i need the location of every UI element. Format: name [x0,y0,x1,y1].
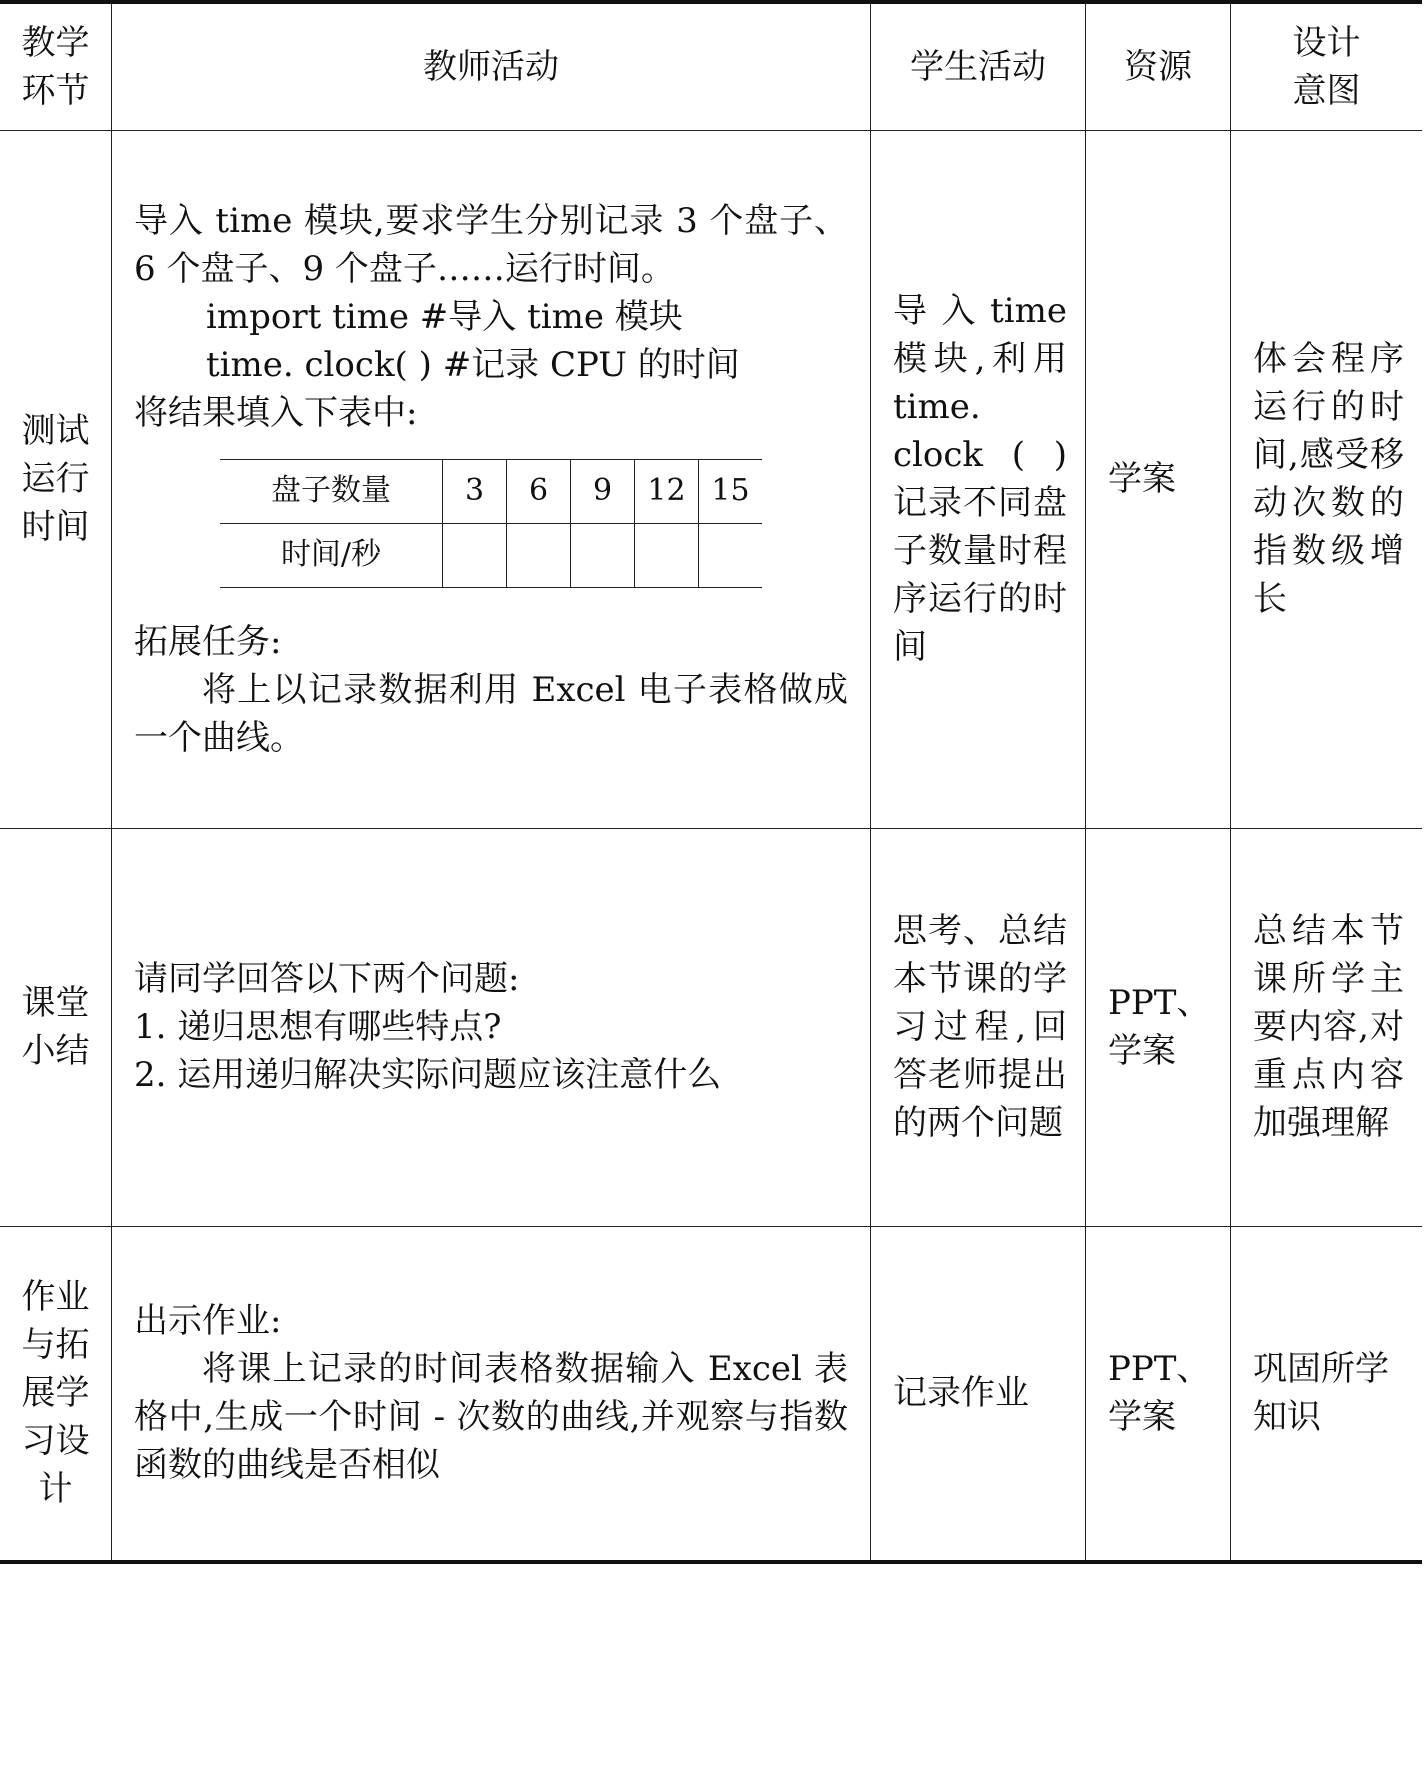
disk-count-label: 盘子数量 [220,459,443,523]
time-cell[interactable] [635,523,699,587]
time-cell[interactable] [443,523,507,587]
student-cell: 思考、总结本节课的学习过程,回答老师提出的两个问题 [871,828,1086,1226]
code-line: import time #导入 time 模块 [206,296,683,337]
header-student: 学生活动 [871,2,1086,130]
disk-count-cell: 6 [507,459,571,523]
time-row [220,523,762,587]
summary-question: 1. 递归思想有哪些特点? [134,1007,502,1047]
code-line: time. clock( ) #记录 CPU 的时间 [206,344,740,385]
header-resource: 资源 [1086,2,1231,130]
design-cell: 巩固所学知识 [1231,1226,1423,1562]
homework-title: 出示作业: [134,1301,282,1342]
header-teacher: 教师活动 [112,2,871,130]
design-cell: 体会程序运行的时间,感受移动次数的指数级增长 [1231,130,1423,828]
stage-cell [0,828,112,1226]
disk-count-row [220,459,762,523]
teacher-intro: 导入 time 模块,要求学生分别记录 3 个盘子、6 个盘子、9 个盘子……运行时间。 [134,200,848,289]
design-cell: 总结本节课所学主要内容,对重点内容加强理解 [1231,828,1423,1226]
resource-cell: PPT、学案 [1086,1226,1231,1562]
row-homework [0,1226,1422,1562]
time-label: 时间/秒 [220,523,443,587]
header-row [0,2,1422,130]
teacher-cell [112,130,871,828]
header-stage [0,2,112,130]
disk-count-cell: 9 [571,459,635,523]
student-cell: 导 入 time 模块,利用 time. clock ( ) 记录不同盘子数量时程序运行的时间 [871,130,1086,828]
header-stage-label: 教学环节 [21,22,90,111]
stage-cell [0,130,112,828]
row-summary [0,828,1422,1226]
resource-cell: 学案 [1086,130,1231,828]
disk-time-table [220,459,762,588]
summary-intro: 请同学回答以下两个问题: [134,959,520,999]
row-test-runtime [0,130,1422,828]
time-cell[interactable] [571,523,635,587]
resource-cell: PPT、学案 [1086,828,1231,1226]
header-design-label: 设计意图 [1292,22,1361,111]
teacher-instruction: 将结果填入下表中: [134,392,418,433]
summary-question: 2. 运用递归解决实际问题应该注意什么 [134,1055,722,1095]
homework-text: 将课上记录的时间表格数据输入 Excel 表格中,生成一个时间 - 次数的曲线,并观察与指数函数的曲线是否相似 [134,1349,848,1486]
disk-count-cell: 3 [443,459,507,523]
time-cell[interactable] [699,523,763,587]
stage-label: 作业与拓展学习设计 [21,1277,90,1510]
extension-title: 拓展任务: [134,621,282,662]
student-cell: 记录作业 [871,1226,1086,1562]
extension-text: 将上以记录数据利用 Excel 电子表格做成一个曲线。 [134,669,848,758]
teacher-cell [112,828,871,1226]
teacher-cell [112,1226,871,1562]
header-design [1231,2,1423,130]
time-cell[interactable] [507,523,571,587]
stage-label: 课堂小结 [21,983,90,1071]
stage-label: 测试运行时间 [21,411,90,547]
stage-cell [0,1226,112,1562]
disk-count-cell: 15 [699,459,763,523]
disk-count-cell: 12 [635,459,699,523]
